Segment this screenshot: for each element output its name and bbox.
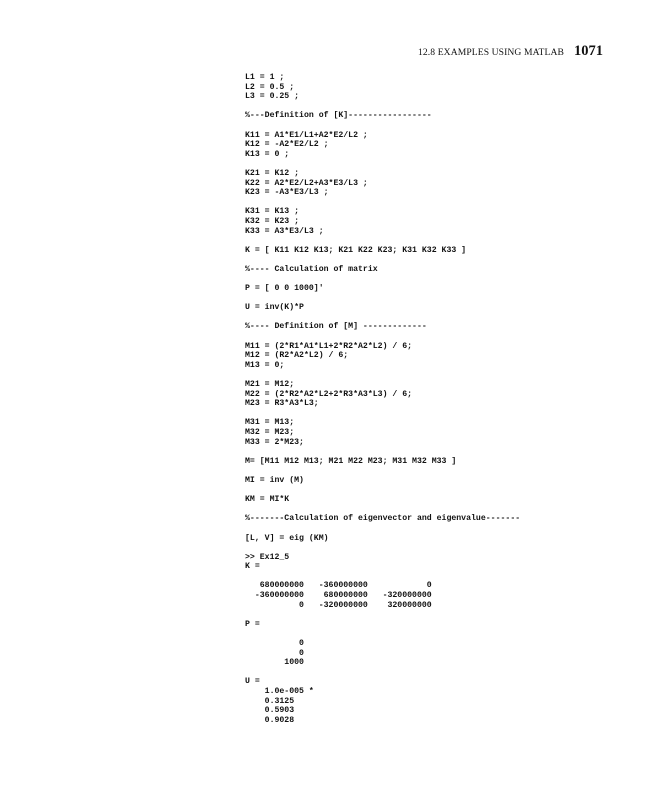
- code-line: %---- Definition of [M] -------------: [245, 322, 427, 332]
- code-line: M13 = 0;: [245, 360, 285, 370]
- code-line: [245, 447, 520, 457]
- code-line: K22 = A2*E2/L2+A3*E3/L3 ;: [245, 178, 368, 188]
- code-line: [245, 274, 520, 284]
- code-line: K11 = A1*E1/L1+A2*E2/L2 ;: [245, 130, 368, 140]
- code-line: 0.3125: [245, 696, 295, 706]
- code-line: %-------Calculation of eigenvector and eigenvalue-------: [245, 514, 521, 524]
- code-line: M11 = (2*R1*A1*L1+2*R2*A2*L2) / 6;: [245, 341, 413, 351]
- code-line: [245, 543, 520, 553]
- code-line: [245, 610, 520, 620]
- code-line: L3 = 0.25 ;: [245, 92, 300, 102]
- code-line: K13 = 0 ;: [245, 149, 290, 159]
- code-line: -360000000 680000000 -320000000: [245, 591, 432, 601]
- section-title: 12.8 EXAMPLES USING MATLAB: [418, 47, 564, 58]
- code-line: M33 = 2*M23;: [245, 437, 304, 447]
- code-line: [245, 409, 520, 419]
- code-line: 0: [245, 648, 304, 658]
- code-line: U = inv(K)*P: [245, 303, 304, 313]
- code-line: 0.5903: [245, 706, 295, 716]
- code-line: [245, 370, 520, 380]
- page-number: 1071: [574, 43, 603, 59]
- code-line: [245, 505, 520, 515]
- code-line: %---Definition of [K]-----------------: [245, 111, 432, 121]
- code-line: L2 = 0.5 ;: [245, 82, 295, 92]
- code-line: >> Ex12_5: [245, 552, 290, 562]
- code-line: [245, 466, 520, 476]
- code-line: M23 = R3*A3*L3;: [245, 399, 319, 409]
- code-line: [245, 159, 520, 169]
- matlab-code-listing: [245, 73, 520, 725]
- code-line: L1 = 1 ;: [245, 73, 285, 82]
- code-line: M12 = (R2*A2*L2) / 6;: [245, 351, 349, 361]
- code-line: K31 = K13 ;: [245, 207, 300, 217]
- code-line: M22 = (2*R2*A2*L2+2*R3*A3*L3) / 6;: [245, 389, 413, 399]
- code-line: [L, V] = eig (KM): [245, 533, 329, 543]
- code-line: [245, 332, 520, 342]
- code-line: 0 -320000000 320000000: [245, 600, 432, 610]
- code-line: 0.9028: [245, 715, 295, 725]
- code-line: [245, 102, 520, 112]
- code-line: [245, 294, 520, 304]
- code-line: [245, 629, 520, 639]
- code-line: M32 = M23;: [245, 427, 295, 437]
- code-line: [245, 668, 520, 678]
- code-line: K12 = -A2*E2/L2 ;: [245, 140, 329, 150]
- code-line: %---- Calculation of matrix: [245, 264, 378, 274]
- code-line: [245, 486, 520, 496]
- running-header: [418, 42, 603, 60]
- code-line: M= [M11 M12 M13; M21 M22 M23; M31 M32 M33 ]: [245, 456, 457, 466]
- code-line: [245, 313, 520, 323]
- code-line: MI = inv (M): [245, 475, 304, 485]
- code-line: K21 = K12 ;: [245, 168, 300, 178]
- code-line: [245, 236, 520, 246]
- code-line: K32 = K23 ;: [245, 216, 300, 226]
- code-line: K = [ K11 K12 K13; K21 K22 K23; K31 K32 K33 ]: [245, 245, 467, 255]
- code-line: 0: [245, 639, 304, 649]
- code-line: M21 = M12;: [245, 380, 295, 389]
- code-line: 680000000 -360000000 0: [245, 581, 432, 591]
- code-line: K =: [245, 562, 260, 572]
- code-line: P =: [245, 619, 260, 629]
- code-line: KM = MI*K: [245, 495, 290, 505]
- code-line: 1000: [245, 658, 304, 668]
- code-line: [245, 524, 520, 534]
- code-line: K23 = -A3*E3/L3 ;: [245, 188, 329, 198]
- code-line: P = [ 0 0 1000]': [245, 284, 324, 294]
- code-line: U =: [245, 677, 260, 687]
- code-line: M31 = M13;: [245, 418, 295, 428]
- code-line: [245, 572, 520, 582]
- code-line: [245, 255, 520, 265]
- code-line: 1.0e-005 *: [245, 687, 314, 696]
- code-line: [245, 198, 520, 208]
- code-line: K33 = A3*E3/L3 ;: [245, 226, 324, 236]
- code-line: [245, 121, 520, 131]
